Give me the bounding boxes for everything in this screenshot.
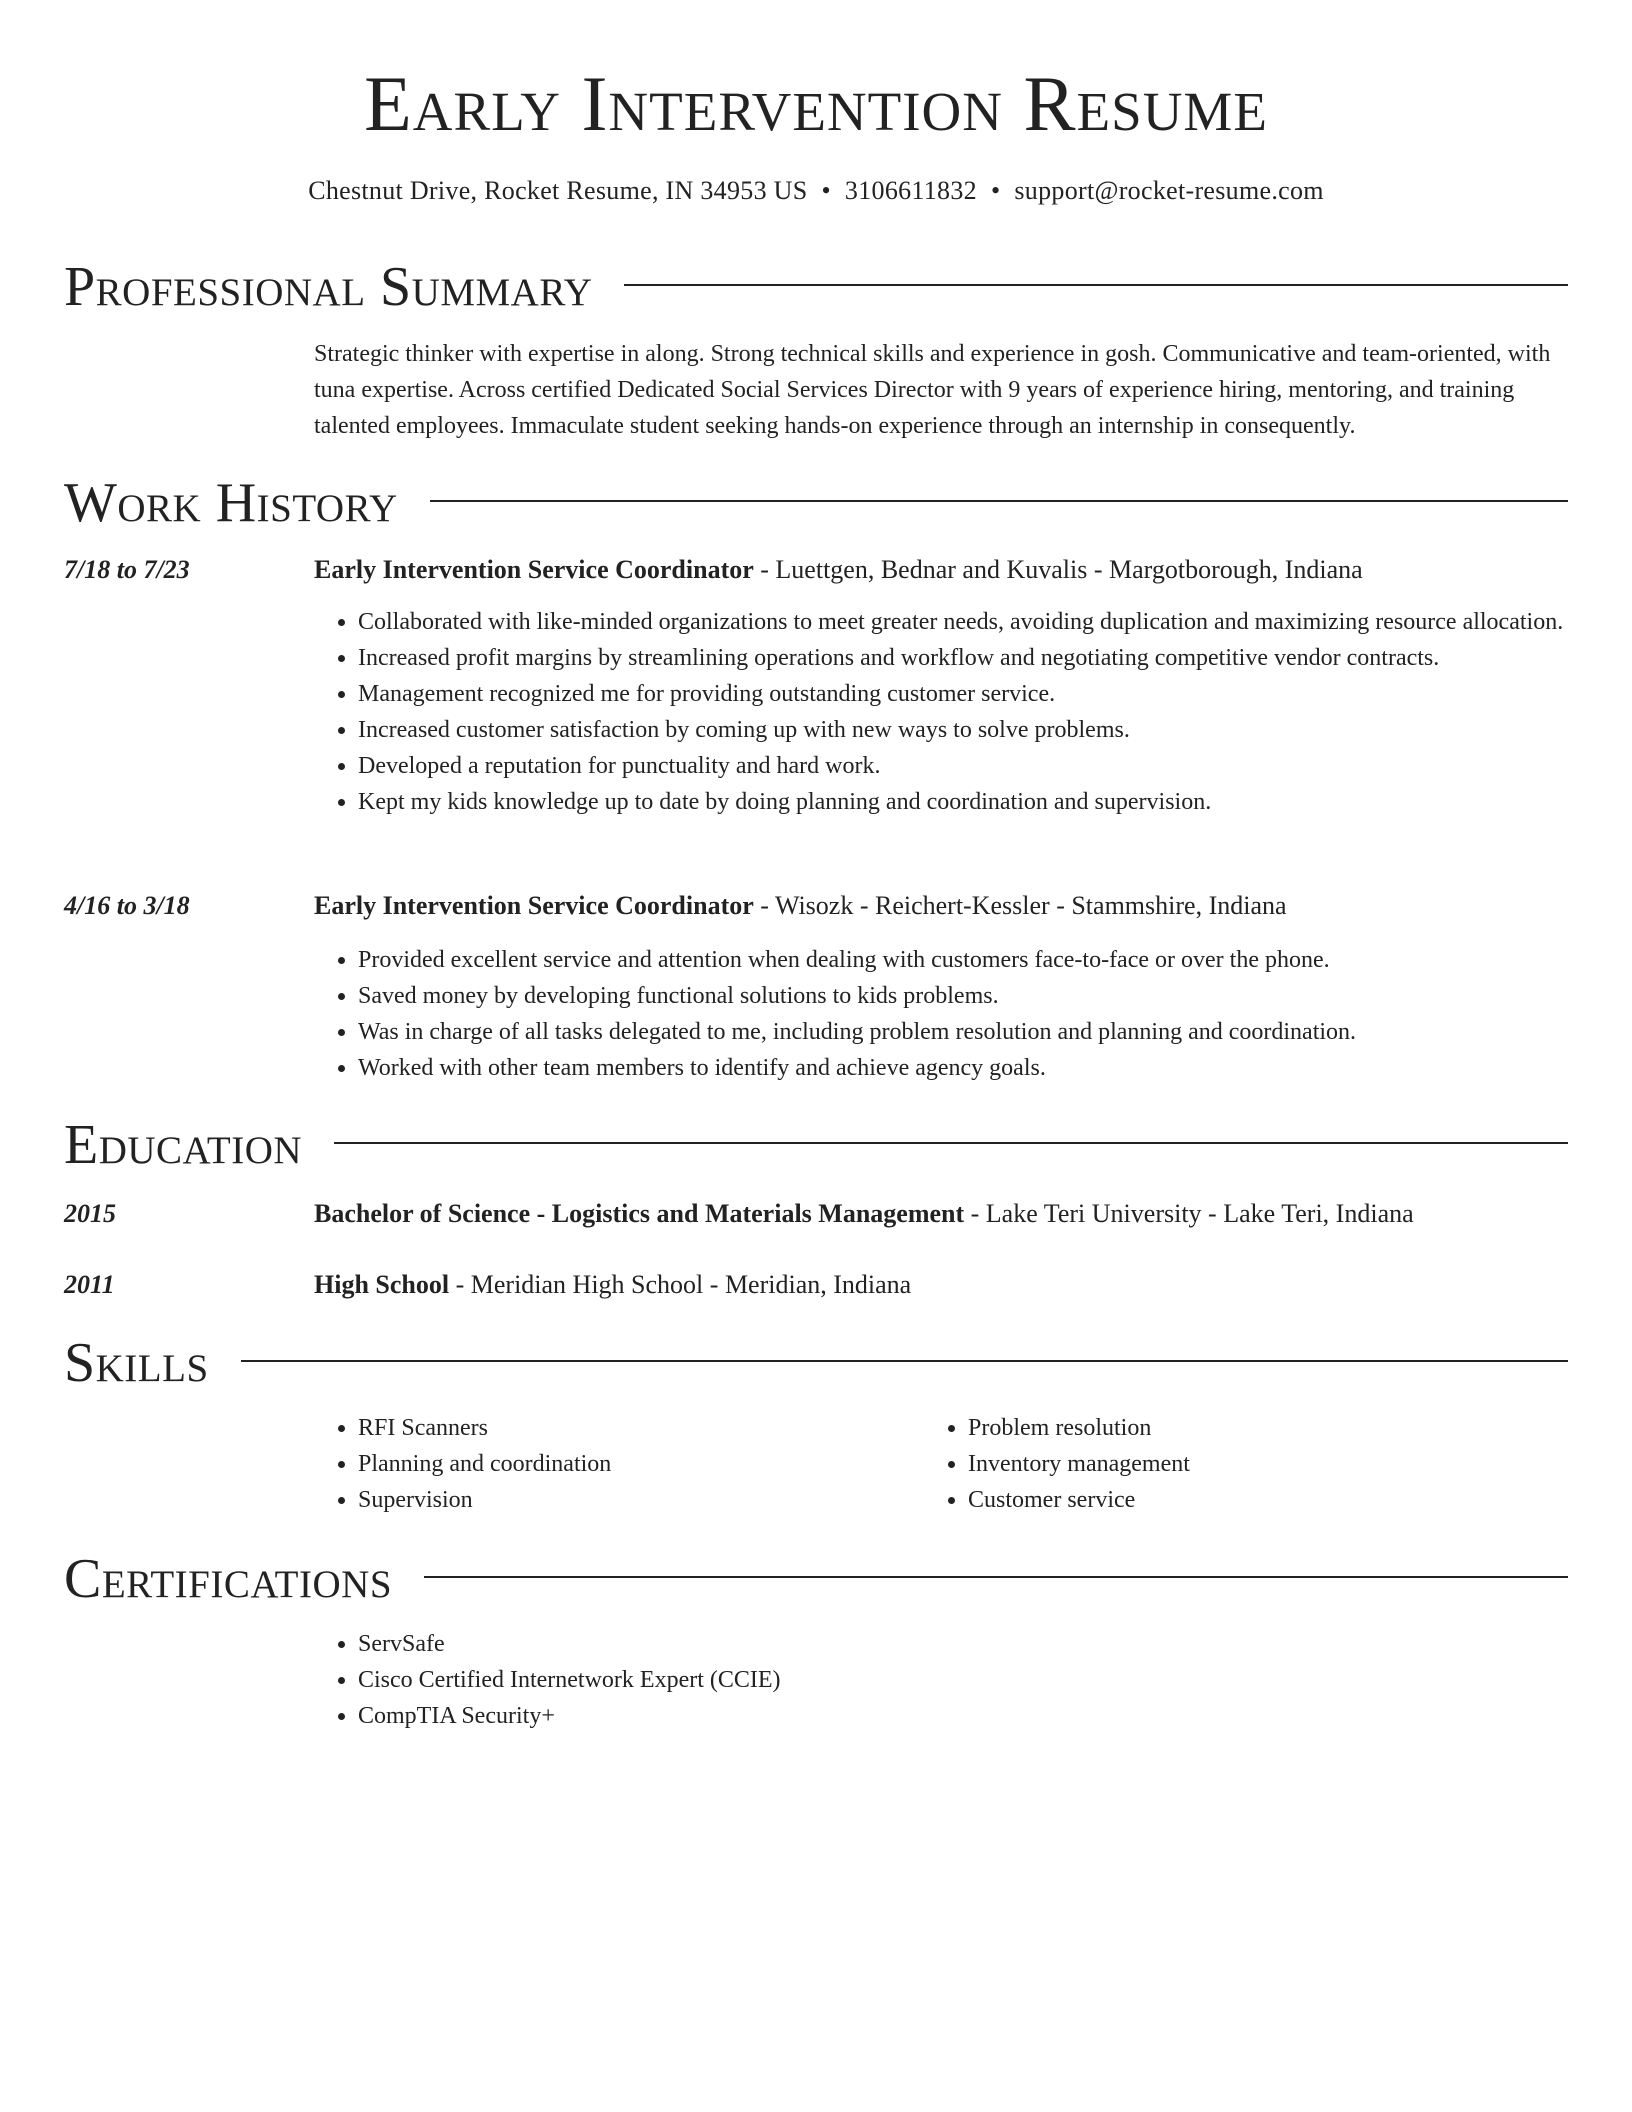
section-education-heading [64,1110,1568,1180]
section-work-heading [64,468,1568,538]
summary-text: Strategic thinker with expertise in along. Strong technical skills and experience in gosh. Communicative and team-oriented, with tuna expertise. Across certified Dedicated Social Services Director with 9 years of experience hiring, mentoring, and training talented employees. Immaculate student seeking hands-on experience through an internship in consequently. [314,341,1551,439]
skill-item: • Supervision [358,1482,924,1518]
education-year: 2011 [64,1270,115,1299]
skill-item: • Inventory management [968,1446,1568,1482]
education-entry [314,1267,1568,1303]
phone: 3106611832 [844,176,977,205]
skill-item: • Customer service [968,1482,1568,1518]
certifications-list [314,1626,1568,1734]
section-title: Professional Summary [64,256,593,318]
job-heading [314,888,1568,924]
contact-line [0,174,1632,208]
education-year: 2015 [64,1199,116,1228]
section-title: Education [64,1114,303,1176]
section-skills-heading [64,1328,1568,1398]
section-divider [624,284,1568,286]
list-item: • Saved money by developing functional solutions to kids problems. [358,978,1568,1014]
list-item: • Provided excellent service and attention when dealing with customers face-to-face or over the phone. [358,942,1568,978]
section-certifications-heading [64,1544,1568,1614]
section-title: Work History [64,472,398,534]
section-title: Certifications [64,1548,393,1610]
job-bullets [314,942,1568,1086]
email-link[interactable]: support@rocket-resume.com [1014,176,1324,205]
section-summary-heading [64,252,1568,322]
skills-list-right [924,1410,1568,1518]
skill-item: • RFI Scanners [358,1410,924,1446]
job-title: Early Intervention Service Coordinator [314,891,754,920]
job-dates: 7/18 to 7/23 [64,555,190,584]
skill-item: • Problem resolution [968,1410,1568,1446]
degree: Bachelor of Science - Logistics and Materials Management [314,1199,965,1228]
resume-title: Early Intervention Resume [364,60,1268,147]
skill-item: • Planning and coordination [358,1446,924,1482]
address: Chestnut Drive, Rocket Resume, IN 34953 US [308,176,808,205]
job-dates: 4/16 to 3/18 [64,891,190,920]
section-divider [334,1142,1568,1144]
section-divider [430,500,1568,502]
job-details: - Wisozk - Reichert-Kessler - Stammshire, Indiana [753,891,1287,920]
list-item: • Management recognized me for providing outstanding customer service. [358,676,1568,712]
job-details: - Luettgen, Bednar and Kuvalis - Margotborough, Indiana [753,555,1363,584]
education-entry [314,1196,1568,1232]
job-title: Early Intervention Service Coordinator [314,555,754,584]
certification-item: • ServSafe [358,1626,1568,1662]
list-item: • Worked with other team members to identify and achieve agency goals. [358,1050,1568,1086]
certification-item: • CompTIA Security+ [358,1698,1568,1734]
certification-item: • Cisco Certified Internetwork Expert (CCIE) [358,1662,1568,1698]
degree: High School [314,1270,450,1299]
list-item: • Increased customer satisfaction by coming up with new ways to solve problems. [358,712,1568,748]
contact-separator: • [990,176,1001,205]
section-title: Skills [64,1332,209,1394]
skills-list-left [314,1410,924,1518]
job-heading [314,552,1568,588]
school-details: - Lake Teri University - Lake Teri, Indiana [964,1199,1414,1228]
list-item: • Developed a reputation for punctuality and hard work. [358,748,1568,784]
list-item: • Was in charge of all tasks delegated to me, including problem resolution and planning and coordination. [358,1014,1568,1050]
section-divider [424,1576,1568,1578]
list-item: • Collaborated with like-minded organizations to meet greater needs, avoiding duplication and maximizing resource allocation. [358,604,1568,640]
job-bullets [314,604,1568,820]
contact-separator: • [821,176,831,205]
list-item: • Increased profit margins by streamlining operations and workflow and negotiating competitive vendor contracts. [358,640,1568,676]
school-details: - Meridian High School - Meridian, Indiana [449,1270,912,1299]
section-divider [241,1360,1568,1362]
list-item: • Kept my kids knowledge up to date by doing planning and coordination and supervision. [358,784,1568,820]
